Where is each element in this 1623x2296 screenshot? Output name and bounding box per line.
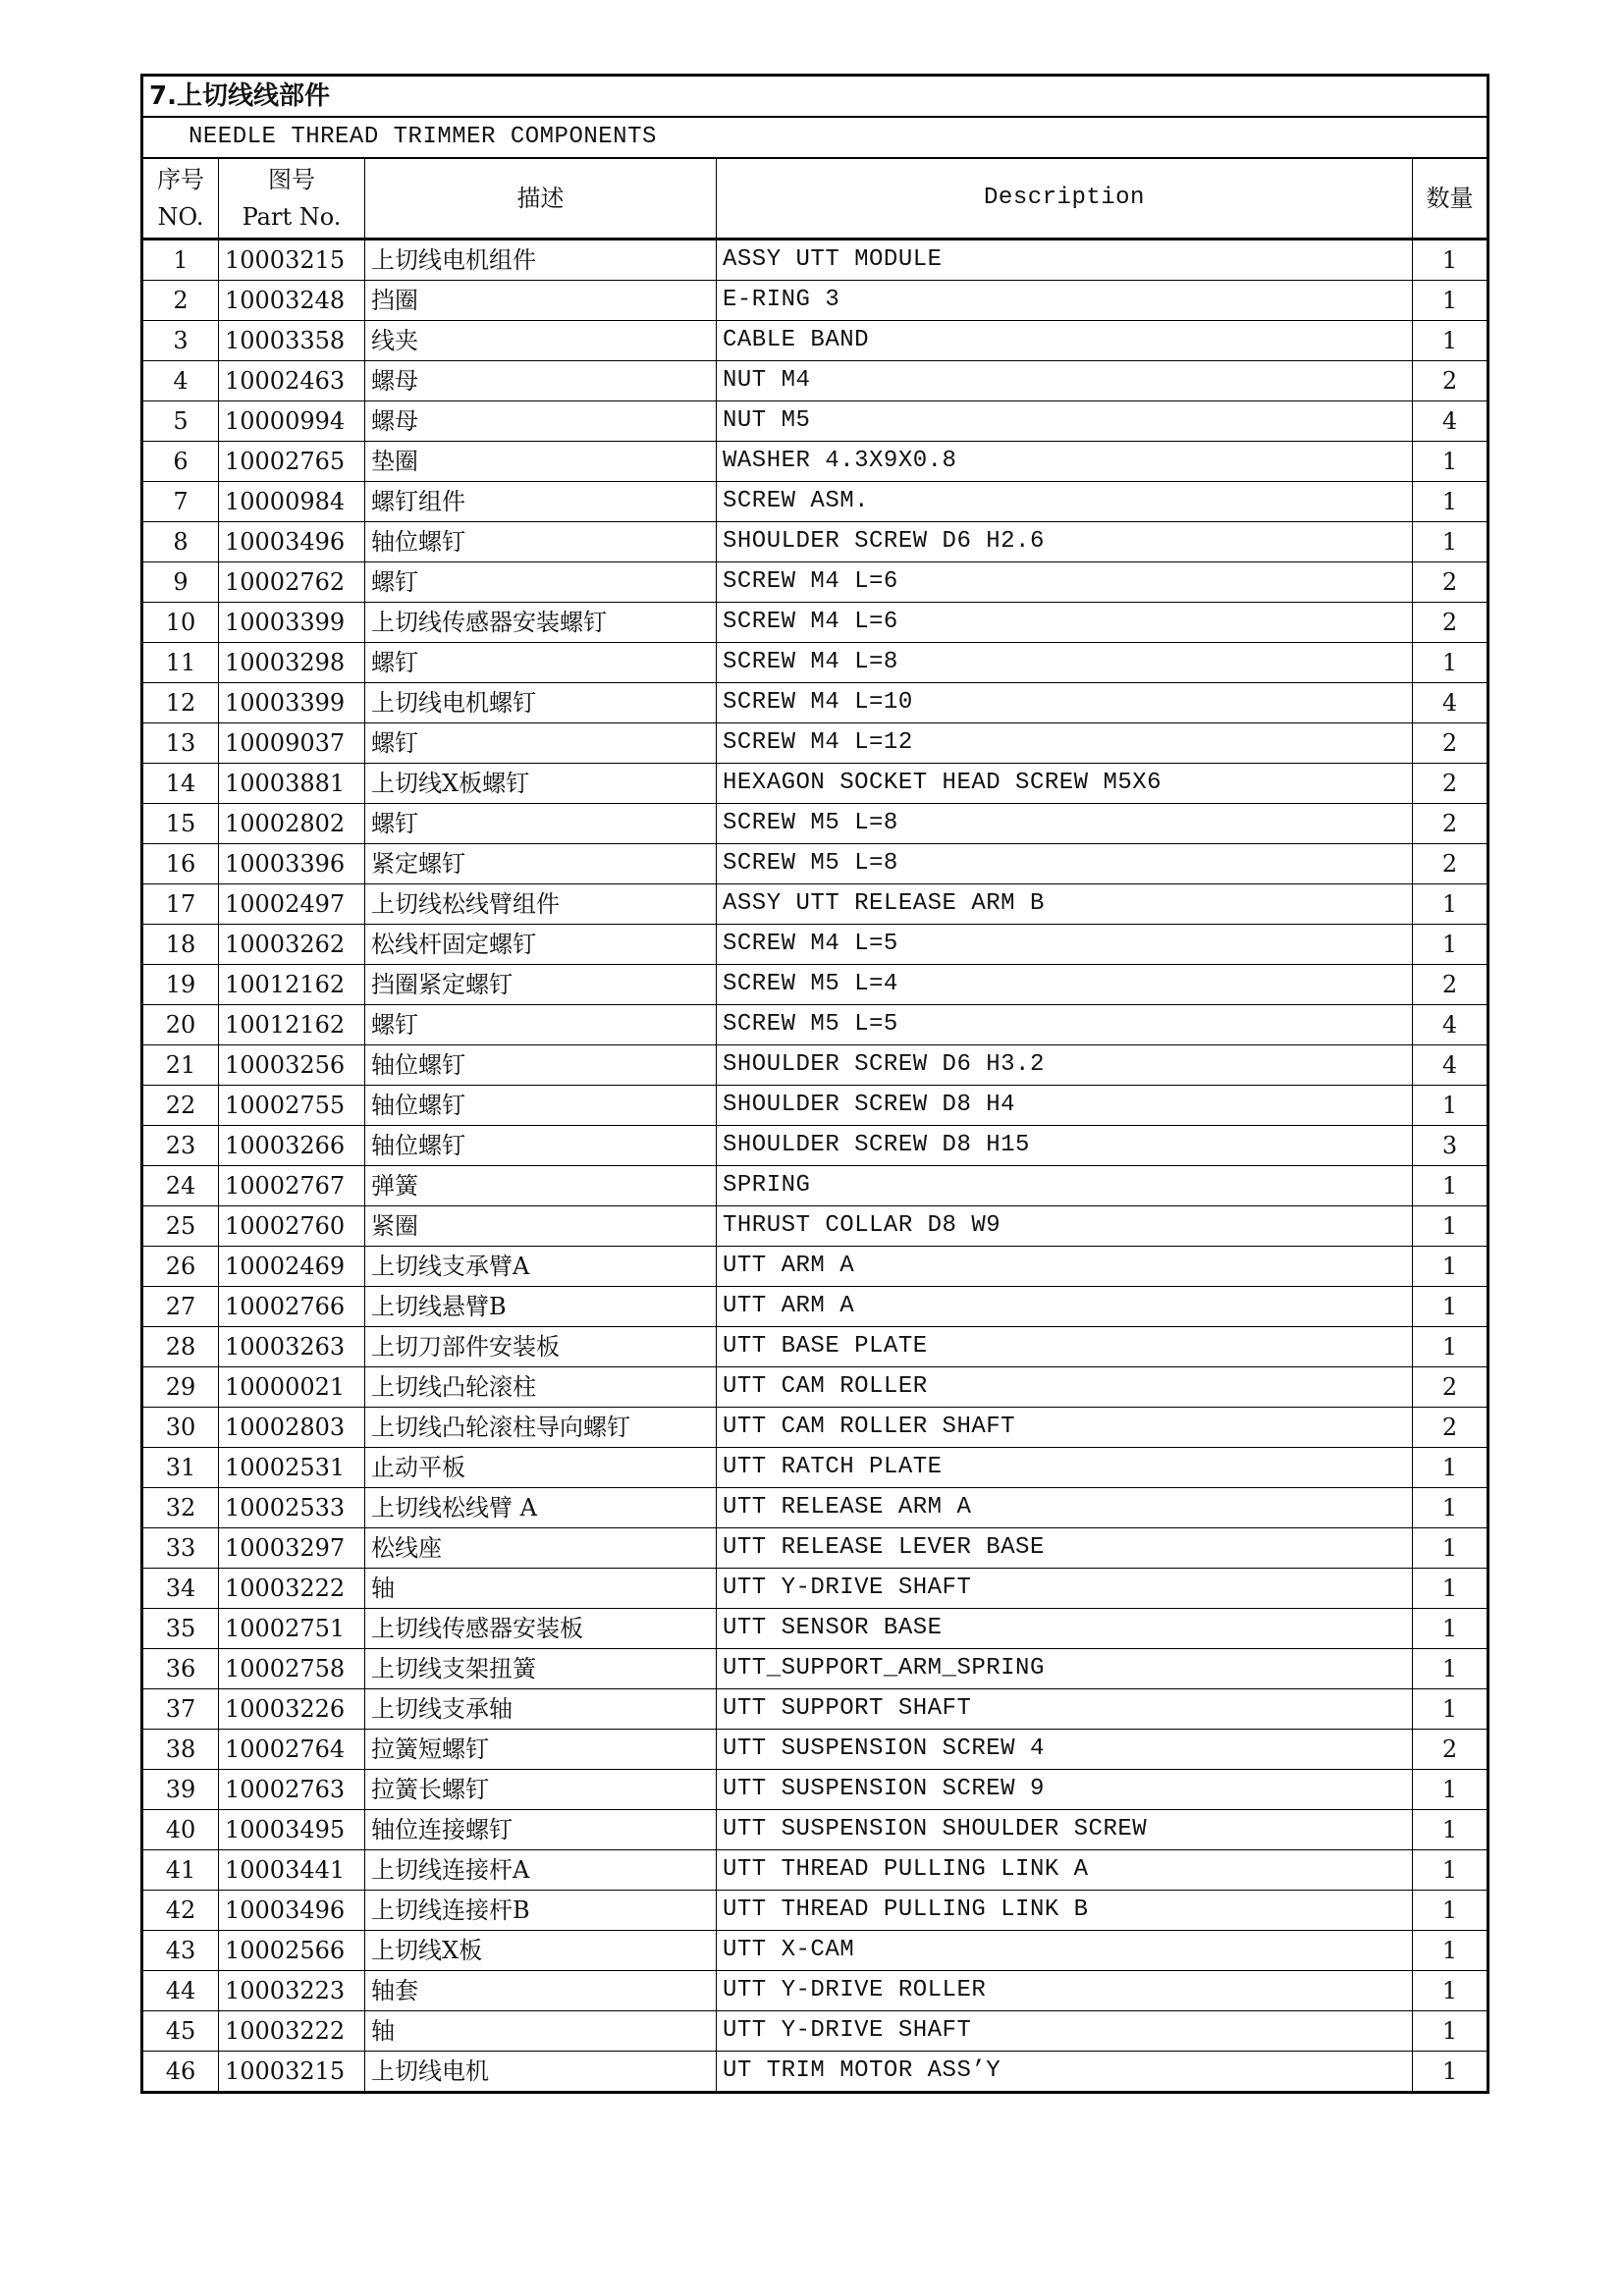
table-row: [142, 1367, 1488, 1408]
row-part-number: 10003399: [219, 683, 365, 723]
parts-table: [140, 74, 1489, 2094]
row-number: 8: [142, 522, 219, 562]
table-row: [142, 1649, 1488, 1689]
row-description-en: E-RING 3: [717, 281, 1413, 321]
row-description-cn: 上切线凸轮滚柱导向螺钉: [365, 1408, 717, 1448]
row-description-en: UTT RATCH PLATE: [717, 1448, 1413, 1488]
row-quantity: 1: [1413, 1850, 1488, 1891]
row-number: 39: [142, 1770, 219, 1810]
row-quantity: 1: [1413, 1247, 1488, 1287]
row-quantity: 1: [1413, 1488, 1488, 1528]
row-description-en: UTT SENSOR BASE: [717, 1609, 1413, 1649]
row-number: 29: [142, 1367, 219, 1408]
row-part-number: 10002566: [219, 1931, 365, 1971]
row-description-en: SCREW M4 L=8: [717, 643, 1413, 683]
row-description-cn: 拉簧长螺钉: [365, 1770, 717, 1810]
row-part-number: 10000994: [219, 401, 365, 442]
table-row: [142, 401, 1488, 442]
row-description-cn: 上切线电机: [365, 2052, 717, 2093]
row-description-en: SCREW M4 L=12: [717, 723, 1413, 764]
row-description-cn: 螺母: [365, 361, 717, 401]
row-description-cn: 挡圈紧定螺钉: [365, 965, 717, 1005]
row-description-cn: 螺钉: [365, 562, 717, 603]
row-number: 23: [142, 1126, 219, 1166]
row-quantity: 2: [1413, 1408, 1488, 1448]
row-number: 31: [142, 1448, 219, 1488]
row-description-en: SHOULDER SCREW D6 H2.6: [717, 522, 1413, 562]
row-description-en: SCREW M5 L=5: [717, 1005, 1413, 1045]
row-number: 15: [142, 804, 219, 844]
row-description-cn: 轴位螺钉: [365, 1045, 717, 1086]
row-part-number: 10009037: [219, 723, 365, 764]
row-quantity: 1: [1413, 1327, 1488, 1367]
row-description-en: SHOULDER SCREW D8 H15: [717, 1126, 1413, 1166]
row-number: 41: [142, 1850, 219, 1891]
row-part-number: 10000021: [219, 1367, 365, 1408]
row-quantity: 1: [1413, 1649, 1488, 1689]
table-row: [142, 442, 1488, 482]
row-description-cn: 螺钉: [365, 723, 717, 764]
row-quantity: 2: [1413, 723, 1488, 764]
row-description-en: UTT BASE PLATE: [717, 1327, 1413, 1367]
row-number: 6: [142, 442, 219, 482]
table-row: [142, 1689, 1488, 1730]
row-description-cn: 轴位螺钉: [365, 1126, 717, 1166]
row-number: 30: [142, 1408, 219, 1448]
row-quantity: 1: [1413, 884, 1488, 925]
row-number: 9: [142, 562, 219, 603]
row-part-number: 10003223: [219, 1971, 365, 2011]
row-part-number: 10002758: [219, 1649, 365, 1689]
row-description-en: WASHER 4.3X9X0.8: [717, 442, 1413, 482]
row-description-en: UTT CAM ROLLER SHAFT: [717, 1408, 1413, 1448]
row-quantity: 1: [1413, 1448, 1488, 1488]
row-description-en: SPRING: [717, 1166, 1413, 1206]
row-number: 26: [142, 1247, 219, 1287]
row-description-cn: 上切线电机组件: [365, 240, 717, 281]
row-number: 4: [142, 361, 219, 401]
row-quantity: 1: [1413, 1528, 1488, 1569]
header-no-en: NO.: [157, 203, 204, 231]
row-quantity: 1: [1413, 442, 1488, 482]
row-part-number: 10002463: [219, 361, 365, 401]
row-description-en: UTT SUSPENSION SCREW 9: [717, 1770, 1413, 1810]
row-part-number: 10003226: [219, 1689, 365, 1730]
row-part-number: 10003396: [219, 844, 365, 884]
row-description-en: HEXAGON SOCKET HEAD SCREW M5X6: [717, 764, 1413, 804]
table-row: [142, 1810, 1488, 1850]
row-part-number: 10002765: [219, 442, 365, 482]
row-number: 5: [142, 401, 219, 442]
row-description-cn: 上切线悬臂B: [365, 1287, 717, 1327]
row-part-number: 10002497: [219, 884, 365, 925]
table-row: [142, 361, 1488, 401]
row-quantity: 1: [1413, 1166, 1488, 1206]
row-quantity: 1: [1413, 1086, 1488, 1126]
row-description-cn: 上切刀部件安装板: [365, 1327, 717, 1367]
row-description-en: UTT SUSPENSION SHOULDER SCREW: [717, 1810, 1413, 1850]
row-description-en: UTT THREAD PULLING LINK A: [717, 1850, 1413, 1891]
row-part-number: 10002531: [219, 1448, 365, 1488]
row-quantity: 1: [1413, 1931, 1488, 1971]
row-quantity: 2: [1413, 844, 1488, 884]
row-part-number: 10002760: [219, 1206, 365, 1247]
row-number: 36: [142, 1649, 219, 1689]
row-description-en: UTT Y-DRIVE SHAFT: [717, 1569, 1413, 1609]
row-description-cn: 松线杆固定螺钉: [365, 925, 717, 965]
table-row: [142, 1448, 1488, 1488]
table-row: [142, 1287, 1488, 1327]
row-quantity: 4: [1413, 1005, 1488, 1045]
row-quantity: 1: [1413, 643, 1488, 683]
row-description-cn: 上切线电机螺钉: [365, 683, 717, 723]
row-description-en: UTT Y-DRIVE ROLLER: [717, 1971, 1413, 2011]
parts-sheet: [140, 74, 1487, 2094]
row-description-en: SCREW M4 L=5: [717, 925, 1413, 965]
table-row: [142, 1770, 1488, 1810]
row-quantity: 4: [1413, 401, 1488, 442]
row-description-en: SCREW M5 L=4: [717, 965, 1413, 1005]
header-desc-cn: 描述: [365, 158, 717, 240]
row-quantity: 1: [1413, 925, 1488, 965]
row-quantity: 4: [1413, 683, 1488, 723]
row-description-cn: 上切线支承臂A: [365, 1247, 717, 1287]
row-description-cn: 紧定螺钉: [365, 844, 717, 884]
row-quantity: 1: [1413, 240, 1488, 281]
row-part-number: 10003399: [219, 603, 365, 643]
row-description-en: UTT ARM A: [717, 1287, 1413, 1327]
row-quantity: 1: [1413, 1609, 1488, 1649]
row-number: 44: [142, 1971, 219, 2011]
row-quantity: 1: [1413, 2052, 1488, 2093]
row-description-cn: 止动平板: [365, 1448, 717, 1488]
row-description-cn: 垫圈: [365, 442, 717, 482]
row-number: 19: [142, 965, 219, 1005]
row-part-number: 10012162: [219, 965, 365, 1005]
row-quantity: 1: [1413, 1206, 1488, 1247]
row-part-number: 10002764: [219, 1730, 365, 1770]
row-description-en: SHOULDER SCREW D6 H3.2: [717, 1045, 1413, 1086]
row-part-number: 10002766: [219, 1287, 365, 1327]
row-description-en: ASSY UTT MODULE: [717, 240, 1413, 281]
row-description-cn: 轴: [365, 2011, 717, 2052]
row-quantity: 1: [1413, 482, 1488, 522]
row-part-number: 10003263: [219, 1327, 365, 1367]
section-title: 7.上切线线部件: [142, 76, 1488, 118]
row-description-cn: 上切线松线臂 A: [365, 1488, 717, 1528]
row-description-cn: 轴位连接螺钉: [365, 1810, 717, 1850]
row-number: 12: [142, 683, 219, 723]
row-part-number: 10003222: [219, 1569, 365, 1609]
table-row: [142, 522, 1488, 562]
row-description-cn: 上切线凸轮滚柱: [365, 1367, 717, 1408]
row-number: 20: [142, 1005, 219, 1045]
row-quantity: 2: [1413, 603, 1488, 643]
row-description-cn: 螺钉: [365, 1005, 717, 1045]
row-quantity: 1: [1413, 321, 1488, 361]
table-row: [142, 1609, 1488, 1649]
row-number: 28: [142, 1327, 219, 1367]
row-part-number: 10003248: [219, 281, 365, 321]
table-row: [142, 1891, 1488, 1931]
table-header-row: [142, 158, 1488, 240]
row-description-cn: 上切线X板螺钉: [365, 764, 717, 804]
row-description-en: SCREW M5 L=8: [717, 844, 1413, 884]
row-number: 1: [142, 240, 219, 281]
row-description-en: UTT SUSPENSION SCREW 4: [717, 1730, 1413, 1770]
header-desc-en: Description: [717, 158, 1413, 240]
row-description-cn: 上切线连接杆B: [365, 1891, 717, 1931]
row-number: 43: [142, 1931, 219, 1971]
row-description-cn: 螺钉: [365, 643, 717, 683]
row-part-number: 10002469: [219, 1247, 365, 1287]
table-row: [142, 482, 1488, 522]
table-row: [142, 643, 1488, 683]
row-number: 7: [142, 482, 219, 522]
table-row: [142, 1247, 1488, 1287]
table-row: [142, 804, 1488, 844]
table-row: [142, 723, 1488, 764]
row-description-cn: 线夹: [365, 321, 717, 361]
row-description-en: SCREW M4 L=6: [717, 562, 1413, 603]
header-no: [142, 158, 219, 240]
table-row: [142, 1327, 1488, 1367]
row-quantity: 1: [1413, 1971, 1488, 2011]
table-row: [142, 764, 1488, 804]
row-number: 38: [142, 1730, 219, 1770]
row-number: 25: [142, 1206, 219, 1247]
row-description-cn: 上切线X板: [365, 1931, 717, 1971]
table-row: [142, 240, 1488, 281]
header-part-cn: 图号: [268, 166, 315, 193]
table-row: [142, 2011, 1488, 2052]
table-row: [142, 925, 1488, 965]
row-part-number: 10002533: [219, 1488, 365, 1528]
row-number: 21: [142, 1045, 219, 1086]
table-row: [142, 281, 1488, 321]
row-number: 33: [142, 1528, 219, 1569]
row-quantity: 2: [1413, 1730, 1488, 1770]
row-part-number: 10003262: [219, 925, 365, 965]
table-row: [142, 884, 1488, 925]
row-number: 45: [142, 2011, 219, 2052]
row-number: 34: [142, 1569, 219, 1609]
row-number: 2: [142, 281, 219, 321]
row-part-number: 10003266: [219, 1126, 365, 1166]
row-description-cn: 上切线传感器安装螺钉: [365, 603, 717, 643]
table-row: [142, 1569, 1488, 1609]
row-description-en: SCREW M4 L=6: [717, 603, 1413, 643]
row-number: 17: [142, 884, 219, 925]
section-title-row: [142, 76, 1488, 118]
table-row: [142, 1045, 1488, 1086]
row-description-cn: 松线座: [365, 1528, 717, 1569]
row-quantity: 2: [1413, 361, 1488, 401]
header-part: [219, 158, 365, 240]
row-number: 14: [142, 764, 219, 804]
row-part-number: 10012162: [219, 1005, 365, 1045]
row-quantity: 2: [1413, 764, 1488, 804]
table-row: [142, 965, 1488, 1005]
table-row: [142, 1730, 1488, 1770]
row-description-en: UTT RELEASE LEVER BASE: [717, 1528, 1413, 1569]
table-row: [142, 1086, 1488, 1126]
row-description-en: UTT Y-DRIVE SHAFT: [717, 2011, 1413, 2052]
row-part-number: 10003496: [219, 522, 365, 562]
row-description-cn: 挡圈: [365, 281, 717, 321]
table-row: [142, 1126, 1488, 1166]
row-description-cn: 上切线支承轴: [365, 1689, 717, 1730]
row-description-en: UTT_SUPPORT_ARM_SPRING: [717, 1649, 1413, 1689]
row-description-cn: 轴位螺钉: [365, 522, 717, 562]
header-part-en: Part No.: [242, 203, 342, 231]
row-description-cn: 螺母: [365, 401, 717, 442]
row-quantity: 2: [1413, 562, 1488, 603]
row-description-en: SCREW M4 L=10: [717, 683, 1413, 723]
table-row: [142, 2052, 1488, 2093]
row-part-number: 10003358: [219, 321, 365, 361]
row-quantity: 2: [1413, 965, 1488, 1005]
row-quantity: 1: [1413, 1689, 1488, 1730]
row-number: 11: [142, 643, 219, 683]
row-description-en: SCREW M5 L=8: [717, 804, 1413, 844]
row-description-en: UTT X-CAM: [717, 1931, 1413, 1971]
table-row: [142, 321, 1488, 361]
row-number: 16: [142, 844, 219, 884]
row-quantity: 1: [1413, 1287, 1488, 1327]
row-part-number: 10002755: [219, 1086, 365, 1126]
row-quantity: 2: [1413, 804, 1488, 844]
row-description-cn: 螺钉: [365, 804, 717, 844]
row-quantity: 1: [1413, 2011, 1488, 2052]
row-description-en: CABLE BAND: [717, 321, 1413, 361]
row-quantity: 1: [1413, 1569, 1488, 1609]
row-description-en: UTT ARM A: [717, 1247, 1413, 1287]
row-part-number: 10003496: [219, 1891, 365, 1931]
row-quantity: 4: [1413, 1045, 1488, 1086]
table-row: [142, 1850, 1488, 1891]
row-number: 32: [142, 1488, 219, 1528]
row-part-number: 10003881: [219, 764, 365, 804]
row-part-number: 10003298: [219, 643, 365, 683]
row-description-en: UTT THREAD PULLING LINK B: [717, 1891, 1413, 1931]
row-number: 22: [142, 1086, 219, 1126]
row-number: 24: [142, 1166, 219, 1206]
table-row: [142, 1408, 1488, 1448]
row-description-cn: 轴套: [365, 1971, 717, 2011]
row-part-number: 10003222: [219, 2011, 365, 2052]
table-row: [142, 844, 1488, 884]
table-row: [142, 562, 1488, 603]
row-quantity: 3: [1413, 1126, 1488, 1166]
row-description-en: UT TRIM MOTOR ASS’Y: [717, 2052, 1413, 2093]
table-row: [142, 1166, 1488, 1206]
row-description-en: UTT SUPPORT SHAFT: [717, 1689, 1413, 1730]
row-number: 46: [142, 2052, 219, 2093]
table-row: [142, 1528, 1488, 1569]
row-quantity: 1: [1413, 1770, 1488, 1810]
row-description-en: NUT M4: [717, 361, 1413, 401]
row-number: 42: [142, 1891, 219, 1931]
row-description-cn: 轴: [365, 1569, 717, 1609]
table-row: [142, 1931, 1488, 1971]
row-description-en: THRUST COLLAR D8 W9: [717, 1206, 1413, 1247]
table-row: [142, 1971, 1488, 2011]
row-description-cn: 紧圈: [365, 1206, 717, 1247]
row-number: 18: [142, 925, 219, 965]
row-quantity: 1: [1413, 1891, 1488, 1931]
row-description-en: UTT CAM ROLLER: [717, 1367, 1413, 1408]
row-part-number: 10003297: [219, 1528, 365, 1569]
row-description-cn: 拉簧短螺钉: [365, 1730, 717, 1770]
row-quantity: 1: [1413, 522, 1488, 562]
row-part-number: 10002751: [219, 1609, 365, 1649]
row-part-number: 10003215: [219, 240, 365, 281]
row-part-number: 10003495: [219, 1810, 365, 1850]
row-part-number: 10002763: [219, 1770, 365, 1810]
row-part-number: 10003441: [219, 1850, 365, 1891]
row-part-number: 10002762: [219, 562, 365, 603]
header-no-cn: 序号: [157, 166, 204, 193]
row-number: 27: [142, 1287, 219, 1327]
row-description-en: SHOULDER SCREW D8 H4: [717, 1086, 1413, 1126]
table-row: [142, 1005, 1488, 1045]
row-description-cn: 上切线支架扭簧: [365, 1649, 717, 1689]
row-part-number: 10003215: [219, 2052, 365, 2093]
row-part-number: 10002803: [219, 1408, 365, 1448]
row-number: 3: [142, 321, 219, 361]
section-subtitle-row: [142, 117, 1488, 158]
table-row: [142, 603, 1488, 643]
row-part-number: 10002802: [219, 804, 365, 844]
parts-table-body: [142, 76, 1488, 2093]
row-description-cn: 轴位螺钉: [365, 1086, 717, 1126]
row-description-en: SCREW ASM.: [717, 482, 1413, 522]
row-number: 10: [142, 603, 219, 643]
row-part-number: 10002767: [219, 1166, 365, 1206]
row-number: 40: [142, 1810, 219, 1850]
row-description-cn: 上切线连接杆A: [365, 1850, 717, 1891]
row-description-cn: 上切线松线臂组件: [365, 884, 717, 925]
header-qty: 数量: [1413, 158, 1488, 240]
row-description-en: UTT RELEASE ARM A: [717, 1488, 1413, 1528]
table-row: [142, 1206, 1488, 1247]
row-description-cn: 螺钉组件: [365, 482, 717, 522]
row-quantity: 1: [1413, 1810, 1488, 1850]
table-row: [142, 683, 1488, 723]
row-description-cn: 弹簧: [365, 1166, 717, 1206]
row-part-number: 10000984: [219, 482, 365, 522]
row-description-en: NUT M5: [717, 401, 1413, 442]
table-row: [142, 1488, 1488, 1528]
row-description-cn: 上切线传感器安装板: [365, 1609, 717, 1649]
row-number: 37: [142, 1689, 219, 1730]
row-quantity: 2: [1413, 1367, 1488, 1408]
row-description-en: ASSY UTT RELEASE ARM B: [717, 884, 1413, 925]
row-number: 13: [142, 723, 219, 764]
row-number: 35: [142, 1609, 219, 1649]
row-quantity: 1: [1413, 281, 1488, 321]
section-subtitle: NEEDLE THREAD TRIMMER COMPONENTS: [142, 117, 1488, 158]
row-part-number: 10003256: [219, 1045, 365, 1086]
